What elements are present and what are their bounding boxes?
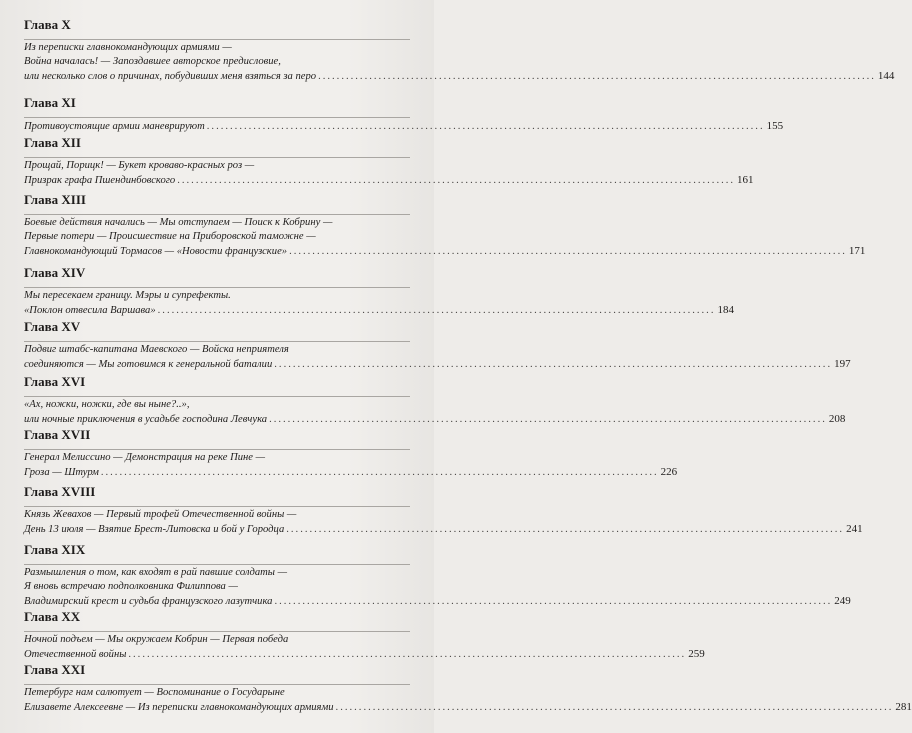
leader-dots: ........................................................................................................................: [206, 121, 765, 132]
chapter-summary-last-line: [24, 357, 851, 371]
page-number: 249: [834, 595, 851, 607]
summary-text: Главнокомандующий Тормасов — «Новости французские»: [24, 246, 288, 257]
summary-text: Подвиг штабс-капитана Маевского — Войска неприятеля: [24, 344, 289, 355]
summary-text: Призрак графа Пшендинбовского: [24, 175, 176, 186]
summary-text: Князь Жевахов — Первый трофей Отечественной войны —: [24, 509, 297, 520]
page-number: 208: [828, 413, 846, 425]
toc-entry: [24, 265, 734, 317]
chapter-divider: [24, 506, 410, 507]
chapter-summary-line: [24, 289, 410, 303]
page-number: 144: [877, 70, 895, 82]
chapter-divider: [24, 341, 410, 342]
page-number: 171: [848, 245, 866, 257]
toc-entry: [24, 17, 895, 83]
page-number: 155: [766, 120, 784, 132]
summary-text: Елизавете Алексеевне — Из переписки главнокомандующих армиями: [24, 702, 334, 713]
toc-entry: [24, 427, 678, 479]
chapter-summary-last-line: [24, 244, 866, 258]
chapter-divider: [24, 214, 410, 215]
leader-dots: ........................................................................................................................: [128, 649, 687, 660]
leader-dots: ........................................................................................................................: [274, 596, 833, 607]
summary-text: День 13 июля — Взятие Брест-Литовска и бой у Городца: [24, 524, 285, 535]
chapter-divider: [24, 157, 410, 158]
summary-text: Война началась! — Запоздавшее авторское предисловие,: [24, 56, 281, 67]
summary-text: Ночной подъем — Мы окружаем Кобрин — Первая победа: [24, 634, 289, 645]
chapter-summary-line: [24, 216, 410, 230]
chapter-summary-line: [24, 686, 410, 700]
summary-text: Боевые действия начались — Мы отступаем — Поиск к Кобрину —: [24, 217, 333, 228]
chapter-heading: Глава XI: [24, 95, 76, 110]
toc-entry: [24, 95, 784, 133]
chapter-summary-line: [24, 580, 410, 594]
chapter-heading: Глава XIV: [24, 265, 86, 280]
leader-dots: ........................................................................................................................: [100, 467, 659, 478]
chapter-summary-line: [24, 41, 410, 55]
summary-text: Владимирский крест и судьба французского лазутчика: [24, 596, 273, 607]
chapter-summary-line: [24, 633, 410, 647]
chapter-divider: [24, 117, 410, 118]
chapter-summary-line: [24, 343, 410, 357]
chapter-divider: [24, 39, 410, 40]
chapter-summary-last-line: [24, 303, 734, 317]
chapter-heading: Глава XVII: [24, 427, 91, 442]
chapter-summary-line: [24, 508, 410, 522]
summary-text: соединяются — Мы готовимся к генеральной баталии: [24, 359, 273, 370]
page-number: 161: [737, 174, 754, 186]
chapter-summary-line: [24, 55, 410, 69]
page-number: 226: [660, 466, 678, 478]
chapter-divider: [24, 287, 410, 288]
chapter-heading: Глава XIII: [24, 192, 86, 207]
leader-dots: ........................................................................................................................: [177, 175, 736, 186]
page-number: 197: [834, 358, 851, 370]
leader-dots: ........................................................................................................................: [318, 71, 876, 82]
chapter-summary-last-line: [24, 412, 846, 426]
summary-text: Петербург нам салютует — Воспоминание о Государыне: [24, 687, 285, 698]
chapter-heading: Глава XXI: [24, 662, 86, 677]
chapter-summary-line: [24, 230, 410, 244]
toc-entry: [24, 374, 846, 426]
summary-text: Размышления о том, как входят в рай павшие солдаты —: [24, 567, 288, 578]
chapter-divider: [24, 631, 410, 632]
chapter-heading: Глава XIX: [24, 542, 86, 557]
summary-text: или ночные приключения в усадьбе господина Левчука: [24, 414, 268, 425]
page-number: 241: [846, 523, 863, 535]
toc-entry: [24, 484, 863, 536]
chapter-heading: Глава X: [24, 17, 71, 32]
chapter-summary-line: [24, 159, 410, 173]
summary-text: Противоустоящие армии маневрируют: [24, 121, 205, 132]
chapter-divider: [24, 564, 410, 565]
summary-text: Первые потери — Происшествие на Приборовской таможне —: [24, 231, 316, 242]
summary-text: Отечественной войны: [24, 649, 127, 660]
summary-text: «Поклон отвесила Варшава»: [24, 305, 156, 316]
summary-text: Мы пересекаем границу. Мэры и супрефекты.: [24, 290, 231, 301]
chapter-summary-last-line: [24, 173, 754, 187]
chapter-summary-last-line: [24, 647, 705, 661]
chapter-heading: Глава XVIII: [24, 484, 96, 499]
summary-text: Генерал Мелиссино — Демонстрация на реке Пине —: [24, 452, 266, 463]
leader-dots: ........................................................................................................................: [289, 246, 847, 257]
chapter-summary-last-line: [24, 119, 784, 133]
chapter-summary-last-line: [24, 522, 863, 536]
chapter-summary-line: [24, 566, 410, 580]
chapter-summary-last-line: [24, 594, 851, 608]
chapter-summary-last-line: [24, 465, 678, 479]
toc-entry: [24, 542, 851, 608]
page-number: 259: [688, 648, 705, 660]
chapter-heading: Глава XV: [24, 319, 81, 334]
summary-text: Я вновь встречаю подполковника Филиппова —: [24, 581, 238, 592]
toc-entry: [24, 319, 851, 371]
page-number: 184: [717, 304, 734, 316]
summary-text: Из переписки главнокомандующих армиями —: [24, 42, 232, 53]
summary-text: «Ах, ножки, ножки, где вы ныне?..»,: [24, 399, 190, 410]
leader-dots: ........................................................................................................................: [269, 414, 827, 425]
chapter-divider: [24, 396, 410, 397]
chapter-summary-line: [24, 398, 410, 412]
leader-dots: ........................................................................................................................: [335, 702, 894, 713]
toc-entry: [24, 135, 754, 187]
leader-dots: ........................................................................................................................: [274, 359, 833, 370]
toc-entry: [24, 609, 705, 661]
chapter-divider: [24, 684, 410, 685]
chapter-summary-line: [24, 451, 410, 465]
toc-entry: [24, 662, 912, 714]
chapter-heading: Глава XX: [24, 609, 81, 624]
leader-dots: ........................................................................................................................: [286, 524, 845, 535]
summary-text: Гроза — Штурм: [24, 467, 99, 478]
chapter-summary-last-line: [24, 700, 912, 714]
chapter-heading: Глава XII: [24, 135, 81, 150]
chapter-divider: [24, 449, 410, 450]
chapter-heading: Глава XVI: [24, 374, 86, 389]
leader-dots: ........................................................................................................................: [157, 305, 716, 316]
summary-text: или несколько слов о причинах, побудивших меня взяться за перо: [24, 71, 317, 82]
summary-text: Прощай, Порицк! — Букет кроваво-красных роз —: [24, 160, 255, 171]
page-number: 281: [895, 701, 912, 713]
chapter-summary-last-line: [24, 69, 895, 83]
toc-entry: [24, 192, 866, 258]
